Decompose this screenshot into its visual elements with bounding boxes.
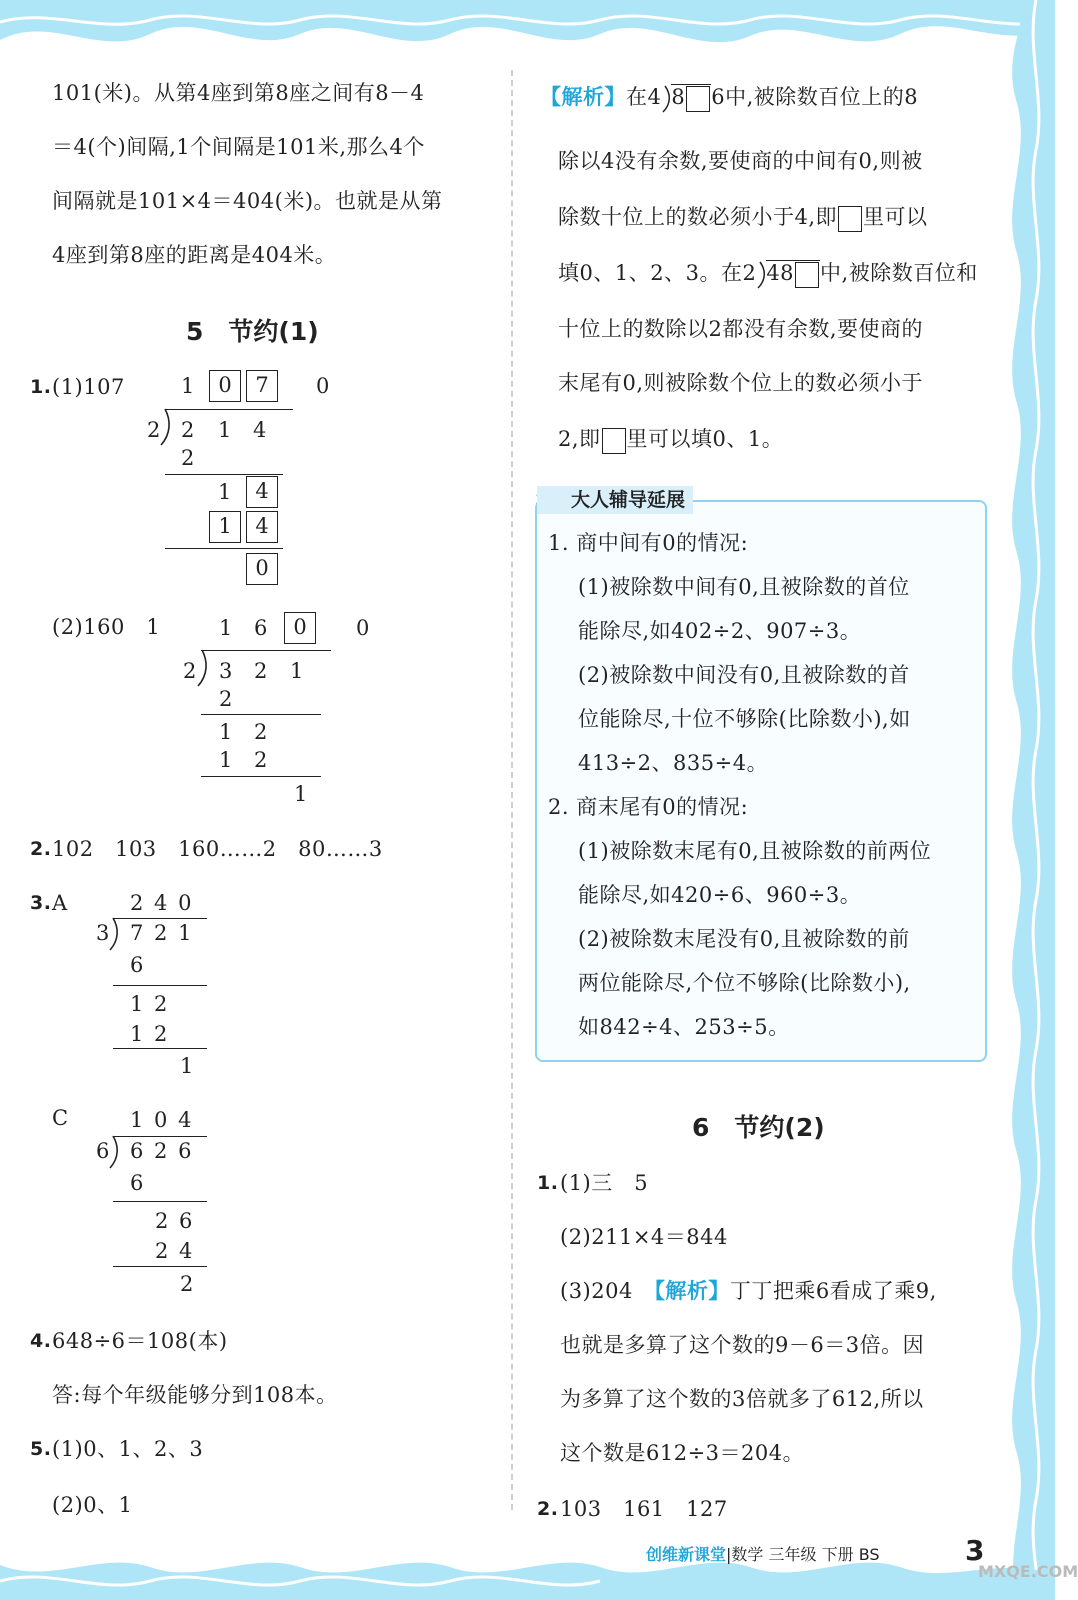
blank-box <box>795 262 819 288</box>
division-bracket <box>661 85 671 113</box>
q5-part2: (2)0、1 <box>52 1493 133 1517</box>
panel-line-1: 1. 商中间有0的情况: <box>548 531 749 555</box>
quotient-digit: 1 <box>219 616 233 640</box>
step-line <box>165 548 283 549</box>
step-digit: 1 <box>219 748 233 772</box>
s6q1-line-4: 这个数是612÷3＝204。 <box>560 1441 805 1465</box>
step-line <box>113 985 207 986</box>
panel-line-2: (1)被除数中间有0,且被除数的首位 <box>578 575 910 599</box>
s6q2-answers: 103 161 127 <box>560 1497 728 1521</box>
section-6-title: 6 节约(2) <box>692 1113 825 1142</box>
text: 丁丁把乘6看成了乘9, <box>729 1279 937 1303</box>
panel-title: 大人辅导延展 <box>537 486 693 514</box>
s6q1-line-3: 为多算了这个数的3倍就多了612,所以 <box>560 1387 924 1411</box>
q1-number: 1. <box>30 376 52 398</box>
q3-option-c: C <box>52 1106 69 1130</box>
divisor: 3 <box>96 921 110 945</box>
grade: 三年级 <box>768 1545 817 1564</box>
para-line-1: 101(米)。从第4座到第8座之间有8－4 <box>52 81 425 105</box>
column-divider <box>511 70 513 1510</box>
dividend: 7 2 1 <box>130 921 194 945</box>
dividend-bar <box>671 84 711 109</box>
division-bracket <box>158 408 172 446</box>
step-line <box>113 1048 207 1049</box>
right-wave-border <box>998 0 1055 1600</box>
dividend-digit: 2 <box>181 418 195 442</box>
q2-number: 2. <box>30 838 52 860</box>
answer-box: 1 <box>209 511 241 543</box>
remainder: 2 <box>180 1272 194 1296</box>
text: 中,被除数百位和 <box>820 261 978 285</box>
bottom-wave-border <box>0 1545 1055 1600</box>
analysis-tag: 【解析】 <box>540 84 626 109</box>
division-bracket <box>756 261 766 289</box>
quotient: 1 0 4 <box>130 1108 194 1132</box>
panel-line-3: 能除尽,如402÷2、907÷3。 <box>578 619 862 643</box>
s6q1-number: 1. <box>537 1172 559 1194</box>
quotient-extra: 0 <box>316 374 330 398</box>
step-digit: 2 <box>254 748 268 772</box>
analysis-line-1 <box>540 82 918 113</box>
blank-box <box>838 206 862 232</box>
q4-equation: 648÷6＝108(本) <box>52 1329 228 1353</box>
dividend-digit: 1 <box>218 418 232 442</box>
step-digit: 2 <box>219 687 233 711</box>
panel-line-7: 2. 商末尾有0的情况: <box>548 795 749 819</box>
answer-box: 4 <box>246 511 278 543</box>
q4-number: 4. <box>30 1330 52 1352</box>
step-digit: 2 <box>181 446 195 470</box>
s6q1-line-2: 也就是多算了这个数的9－6＝3倍。因 <box>560 1333 925 1357</box>
text: 8 <box>671 85 686 109</box>
blank-box <box>686 86 710 112</box>
division-bracket <box>107 917 121 951</box>
page-number: 3 <box>965 1534 985 1567</box>
panel-line-4: (2)被除数中间没有0,且被除数的首 <box>578 663 910 687</box>
answer-box: 0 <box>246 553 278 585</box>
panel-line-12: 如842÷4、253÷5。 <box>578 1015 790 1039</box>
step-line <box>201 714 321 715</box>
para-line-2: ＝4(个)间隔,1个间隔是101米,那么4个 <box>52 135 425 159</box>
answer-box: 0 <box>284 612 316 644</box>
quotient: 2 4 0 <box>130 891 194 915</box>
step-line <box>113 1201 207 1202</box>
s6q1-part1: (1)三 5 <box>560 1171 649 1195</box>
quotient-extra: 0 <box>356 616 370 640</box>
step-line <box>113 1266 207 1267</box>
step-line <box>165 474 283 475</box>
step-digit: 2 <box>254 720 268 744</box>
separator: | <box>726 1545 732 1564</box>
s6q1-part2: (2)211×4＝844 <box>560 1225 728 1249</box>
step-digits: 2 6 <box>155 1209 195 1233</box>
quotient-digit: 1 <box>181 374 195 398</box>
text: 里可以 <box>863 205 928 229</box>
remainder: 1 <box>294 782 308 806</box>
step-digit: 6 <box>130 1171 144 1195</box>
analysis-line-7 <box>558 424 783 454</box>
analysis-line-2: 除以4没有余数,要使商的中间有0,则被 <box>558 149 923 173</box>
divisor: 6 <box>96 1139 110 1163</box>
top-wave-border <box>0 0 1055 60</box>
answer-box: 4 <box>246 476 278 508</box>
step-digits: 1 2 <box>130 992 170 1016</box>
section-5-title: 5 节约(1) <box>186 317 319 346</box>
dividend-digit: 3 <box>219 659 233 683</box>
remainder: 1 <box>180 1054 194 1078</box>
watermark: MXQE.COM <box>978 1562 1078 1581</box>
text: 除数十位上的数必须小于4,即 <box>558 205 838 229</box>
q4-answer: 答:每个年级能够分到108本。 <box>52 1383 338 1407</box>
q2-answers: 102 103 160……2 80……3 <box>52 837 383 861</box>
panel-line-10: (2)被除数末尾没有0,且被除数的前 <box>578 927 910 951</box>
division-bar <box>165 409 293 410</box>
q1-part2-label: (2)160 1 <box>52 615 161 639</box>
quotient-digit: 6 <box>254 616 268 640</box>
panel-line-5: 位能除尽,十位不够除(比除数小),如 <box>578 707 911 731</box>
s6q2-number: 2. <box>537 1498 559 1520</box>
analysis-line-5: 十位上的数除以2都没有余数,要使商的 <box>558 317 924 341</box>
dividend-digit: 2 <box>254 659 268 683</box>
subject: 数学 <box>731 1545 764 1564</box>
q5-number: 5. <box>30 1438 52 1460</box>
panel-line-6: 413÷2、835÷4。 <box>578 751 769 775</box>
q3-number: 3. <box>30 892 52 914</box>
text: 填0、1、2、3。在2 <box>558 261 757 285</box>
dividend-digit: 4 <box>253 418 267 442</box>
analysis-line-3 <box>558 202 928 232</box>
step-line <box>201 776 321 777</box>
step-digits: 1 2 <box>130 1022 170 1046</box>
dividend: 6 2 6 <box>130 1139 194 1163</box>
division-bracket <box>107 1135 121 1169</box>
text: 里可以填0、1。 <box>626 427 784 451</box>
text: 6中,被除数百位上的8 <box>711 85 919 109</box>
divisor: 2 <box>147 418 161 442</box>
analysis-tag: 【解析】 <box>654 1278 730 1303</box>
text: 2,即 <box>558 427 601 451</box>
answer-box: 7 <box>246 370 278 402</box>
text: 在4 <box>626 85 662 109</box>
q3-option-a: A <box>52 891 68 915</box>
s6q1-part3 <box>560 1276 937 1306</box>
step-digit: 6 <box>130 953 144 977</box>
dividend-bar <box>766 260 820 285</box>
step-digit: 1 <box>219 720 233 744</box>
blank-box <box>602 428 626 454</box>
panel-line-9: 能除尽,如420÷6、960÷3。 <box>578 883 862 907</box>
term: 下册 <box>821 1545 854 1564</box>
division-bracket <box>195 649 209 687</box>
analysis-line-4 <box>558 258 978 289</box>
para-line-3: 间隔就是101×4＝404(米)。也就是从第 <box>52 189 443 213</box>
brand-name: 创维新课堂 <box>646 1545 727 1564</box>
q1-part1-label: (1)107 <box>52 375 125 399</box>
dividend-digit: 1 <box>290 659 304 683</box>
panel-line-8: (1)被除数末尾有0,且被除数的前两位 <box>578 839 932 863</box>
divisor: 2 <box>183 659 197 683</box>
panel-line-11: 两位能除尽,个位不够除(比除数小), <box>578 971 911 995</box>
footer-info <box>646 1543 880 1567</box>
answer-box: 0 <box>209 370 241 402</box>
step-digit: 1 <box>218 480 232 504</box>
text: 48 <box>766 261 795 285</box>
para-line-4: 4座到第8座的距离是404米。 <box>52 243 337 267</box>
q5-part1: (1)0、1、2、3 <box>52 1437 204 1461</box>
division-bar <box>201 650 331 651</box>
text: (3)204 <box>560 1279 633 1303</box>
step-digits: 2 4 <box>155 1239 195 1263</box>
analysis-line-6: 末尾有0,则被除数个位上的数必须小于 <box>558 371 924 395</box>
edition: BS <box>858 1545 880 1564</box>
